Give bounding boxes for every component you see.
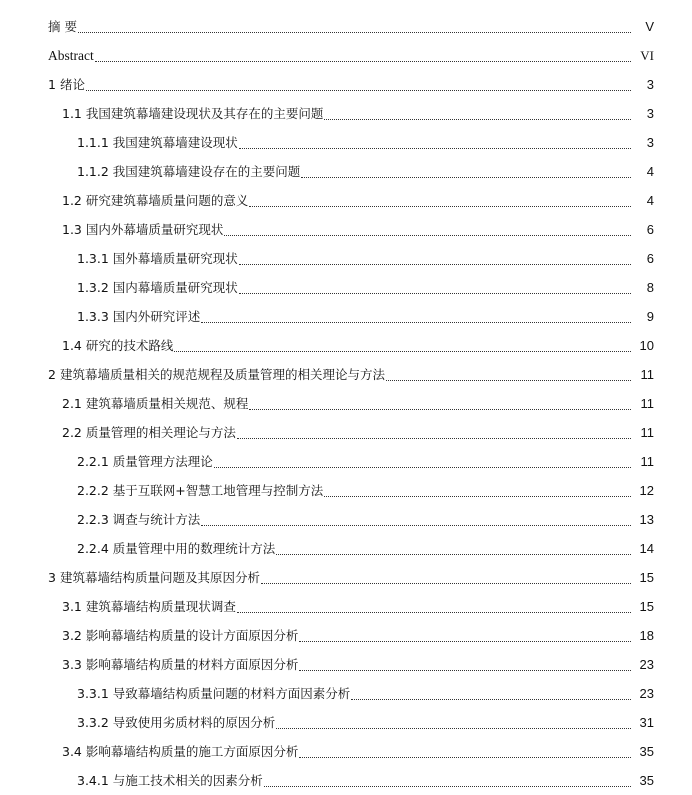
toc-entry-page-number: 11 bbox=[640, 366, 654, 382]
toc-entry-page-number: 31 bbox=[639, 714, 654, 730]
toc-entry-page-number: 8 bbox=[646, 279, 654, 295]
toc-entry-number: 1.3.3 bbox=[77, 308, 109, 324]
toc-entry[interactable] bbox=[0, 505, 692, 534]
dot-leader bbox=[324, 495, 631, 497]
toc-entry[interactable] bbox=[0, 679, 692, 708]
toc-entry[interactable] bbox=[0, 99, 692, 128]
toc-entry[interactable] bbox=[0, 650, 692, 679]
toc-entry-number: 1.3.1 bbox=[77, 250, 109, 266]
toc-entry-title bbox=[62, 338, 173, 354]
toc-entry-text: 质量管理方法理论 bbox=[112, 453, 213, 469]
toc-entry-page-number: 3 bbox=[646, 105, 654, 121]
dot-leader bbox=[95, 60, 631, 62]
toc-entry-page-number: 35 bbox=[639, 743, 654, 759]
toc-entry[interactable] bbox=[0, 128, 692, 157]
toc-entry[interactable] bbox=[0, 708, 692, 737]
toc-entry-title bbox=[77, 512, 200, 528]
toc-entry-page-number: 23 bbox=[639, 685, 654, 701]
dot-leader bbox=[299, 756, 631, 758]
toc-entry-number: 1.3.2 bbox=[77, 279, 109, 295]
toc-entry-number: 2.2.1 bbox=[77, 453, 109, 469]
dot-leader bbox=[174, 350, 631, 352]
table-of-contents bbox=[0, 12, 692, 795]
dot-leader bbox=[201, 321, 631, 323]
toc-entry-text: 建筑幕墙质量相关规范、规程 bbox=[85, 395, 249, 411]
toc-entry[interactable] bbox=[0, 41, 692, 70]
toc-entry-number: 3.3 bbox=[62, 656, 82, 672]
toc-entry-number: 1.4 bbox=[62, 337, 82, 353]
toc-entry-text: 摘 要 bbox=[48, 18, 77, 34]
dot-leader bbox=[214, 466, 631, 468]
toc-entry-number: 2 bbox=[48, 366, 56, 382]
toc-entry-text: 我国建筑幕墙建设存在的主要问题 bbox=[112, 163, 301, 179]
toc-entry[interactable] bbox=[0, 70, 692, 99]
dot-leader bbox=[249, 408, 631, 410]
toc-entry-number: 1.2 bbox=[62, 192, 82, 208]
toc-entry-number: 2.1 bbox=[62, 395, 82, 411]
toc-entry-title bbox=[77, 715, 275, 731]
dot-leader bbox=[261, 582, 631, 584]
toc-entry-page-number: 35 bbox=[639, 772, 654, 788]
toc-entry-number: 3.3.2 bbox=[77, 714, 109, 730]
toc-entry-page-number: 10 bbox=[639, 337, 654, 353]
toc-entry-page-number: 6 bbox=[646, 250, 654, 266]
toc-entry-text: 影响幕墙结构质量的材料方面原因分析 bbox=[85, 656, 299, 672]
toc-entry-title bbox=[48, 48, 94, 64]
toc-entry-text: 建筑幕墙结构质量问题及其原因分析 bbox=[59, 569, 260, 585]
dot-leader bbox=[301, 176, 631, 178]
toc-entry-text: 导致幕墙结构质量问题的材料方面因素分析 bbox=[112, 685, 351, 701]
dot-leader bbox=[86, 89, 631, 91]
toc-entry-title bbox=[62, 628, 298, 644]
dot-leader bbox=[249, 205, 631, 207]
toc-entry-page-number: 4 bbox=[646, 163, 654, 179]
toc-entry-number: 2.2.4 bbox=[77, 540, 109, 556]
toc-entry-text: 国内外研究评述 bbox=[112, 308, 201, 324]
toc-entry[interactable] bbox=[0, 157, 692, 186]
toc-entry-text: 建筑幕墙结构质量现状调查 bbox=[85, 598, 236, 614]
dot-leader bbox=[239, 292, 631, 294]
toc-entry[interactable] bbox=[0, 273, 692, 302]
toc-entry-text: 质量管理中用的数理统计方法 bbox=[112, 540, 276, 556]
toc-entry-title bbox=[62, 599, 236, 615]
toc-entry[interactable] bbox=[0, 360, 692, 389]
toc-entry-number: 2.2.2 bbox=[77, 482, 109, 498]
dot-leader bbox=[386, 379, 631, 381]
toc-entry-title bbox=[77, 454, 213, 470]
dot-leader bbox=[276, 727, 631, 729]
toc-entry[interactable] bbox=[0, 447, 692, 476]
dot-leader bbox=[237, 611, 631, 613]
toc-entry-number: 3 bbox=[48, 569, 56, 585]
toc-entry-title bbox=[62, 657, 298, 673]
toc-entry-page-number: 18 bbox=[639, 627, 654, 643]
toc-entry-title bbox=[77, 686, 350, 702]
toc-entry-title bbox=[48, 570, 260, 586]
toc-entry-page-number: 15 bbox=[639, 598, 654, 614]
dot-leader bbox=[276, 553, 631, 555]
toc-entry-number: 1.1.2 bbox=[77, 163, 109, 179]
toc-entry-title bbox=[48, 19, 77, 35]
dot-leader bbox=[264, 785, 631, 787]
toc-entry-title bbox=[62, 425, 236, 441]
toc-entry-page-number: 11 bbox=[640, 424, 654, 440]
toc-entry-page-number: 3 bbox=[646, 76, 654, 92]
toc-entry-number: 2.2.3 bbox=[77, 511, 109, 527]
toc-entry[interactable] bbox=[0, 302, 692, 331]
toc-entry-title bbox=[77, 483, 323, 499]
toc-entry-text: 建筑幕墙质量相关的规范规程及质量管理的相关理论与方法 bbox=[59, 366, 385, 382]
toc-entry-title bbox=[48, 367, 385, 383]
toc-entry-page-number: 11 bbox=[640, 453, 654, 469]
toc-entry-number: 3.1 bbox=[62, 598, 82, 614]
toc-entry-number: 3.4 bbox=[62, 743, 82, 759]
toc-entry-number: 3.3.1 bbox=[77, 685, 109, 701]
toc-entry-text: 绪论 bbox=[59, 76, 85, 92]
toc-entry-text: 国外幕墙质量研究现状 bbox=[112, 250, 238, 266]
dot-leader bbox=[299, 669, 631, 671]
toc-entry-number: 1.1.1 bbox=[77, 134, 109, 150]
dot-leader bbox=[78, 31, 631, 33]
toc-entry-text: 导致使用劣质材料的原因分析 bbox=[112, 714, 276, 730]
toc-entry-page-number: 23 bbox=[639, 656, 654, 672]
dot-leader bbox=[237, 437, 631, 439]
toc-entry-text: 研究的技术路线 bbox=[85, 337, 174, 353]
toc-entry-title bbox=[62, 744, 298, 760]
toc-entry-title bbox=[62, 193, 248, 209]
toc-entry[interactable] bbox=[0, 737, 692, 766]
toc-entry-number: 3.4.1 bbox=[77, 772, 109, 788]
toc-entry-title bbox=[77, 251, 238, 267]
toc-entry-number: 1.3 bbox=[62, 221, 82, 237]
toc-entry-title bbox=[77, 164, 300, 180]
toc-entry-text: 质量管理的相关理论与方法 bbox=[85, 424, 236, 440]
toc-entry[interactable] bbox=[0, 534, 692, 563]
toc-entry-text: 调查与统计方法 bbox=[112, 511, 201, 527]
toc-entry-page-number: 9 bbox=[646, 308, 654, 324]
dot-leader bbox=[239, 147, 631, 149]
toc-entry-text: 国内幕墙质量研究现状 bbox=[112, 279, 238, 295]
toc-entry-page-number: 15 bbox=[639, 569, 654, 585]
toc-entry[interactable] bbox=[0, 12, 692, 41]
toc-entry[interactable] bbox=[0, 766, 692, 795]
dot-leader bbox=[351, 698, 631, 700]
toc-entry-number: 2.2 bbox=[62, 424, 82, 440]
toc-entry-page-number: 13 bbox=[639, 511, 654, 527]
toc-entry[interactable] bbox=[0, 215, 692, 244]
toc-entry-text: 我国建筑幕墙建设现状 bbox=[112, 134, 238, 150]
toc-entry-number: 3.2 bbox=[62, 627, 82, 643]
toc-entry-page-number: 4 bbox=[646, 192, 654, 208]
toc-entry-title bbox=[77, 541, 275, 557]
toc-entry-title bbox=[77, 773, 263, 789]
toc-entry[interactable] bbox=[0, 389, 692, 418]
toc-entry[interactable] bbox=[0, 476, 692, 505]
toc-entry-text: Abstract bbox=[48, 47, 94, 63]
toc-entry-text: 研究建筑幕墙质量问题的意义 bbox=[85, 192, 249, 208]
toc-entry-page-number: 3 bbox=[646, 134, 654, 150]
toc-entry[interactable] bbox=[0, 418, 692, 447]
dot-leader bbox=[299, 640, 631, 642]
dot-leader bbox=[224, 234, 631, 236]
toc-entry[interactable] bbox=[0, 244, 692, 273]
toc-entry-page-number: 11 bbox=[640, 395, 654, 411]
toc-entry-text: 我国建筑幕墙建设现状及其存在的主要问题 bbox=[85, 105, 324, 121]
toc-entry-text: 国内外幕墙质量研究现状 bbox=[85, 221, 224, 237]
dot-leader bbox=[324, 118, 631, 120]
toc-entry-page-number: 6 bbox=[646, 221, 654, 237]
toc-entry-page-number: 14 bbox=[639, 540, 654, 556]
toc-entry-title bbox=[62, 396, 248, 412]
toc-entry-title bbox=[62, 106, 323, 122]
toc-entry[interactable] bbox=[0, 592, 692, 621]
toc-entry-title bbox=[77, 309, 200, 325]
toc-entry-title bbox=[77, 280, 238, 296]
toc-entry[interactable] bbox=[0, 186, 692, 215]
toc-entry-title bbox=[77, 135, 238, 151]
toc-entry-page-number: VI bbox=[640, 47, 654, 63]
toc-entry[interactable] bbox=[0, 621, 692, 650]
dot-leader bbox=[239, 263, 631, 265]
toc-entry[interactable] bbox=[0, 563, 692, 592]
toc-entry-title bbox=[62, 222, 223, 238]
toc-entry-text: 影响幕墙结构质量的施工方面原因分析 bbox=[85, 743, 299, 759]
dot-leader bbox=[201, 524, 631, 526]
toc-entry-number: 1 bbox=[48, 76, 56, 92]
toc-entry-text: 基于互联网+智慧工地管理与控制方法 bbox=[112, 482, 324, 498]
toc-entry-title bbox=[48, 77, 85, 93]
toc-entry-text: 与施工技术相关的因素分析 bbox=[112, 772, 263, 788]
toc-entry-text: 影响幕墙结构质量的设计方面原因分析 bbox=[85, 627, 299, 643]
toc-entry[interactable] bbox=[0, 331, 692, 360]
toc-entry-page-number: 12 bbox=[639, 482, 654, 498]
toc-entry-number: 1.1 bbox=[62, 105, 82, 121]
toc-entry-page-number: V bbox=[645, 18, 654, 34]
